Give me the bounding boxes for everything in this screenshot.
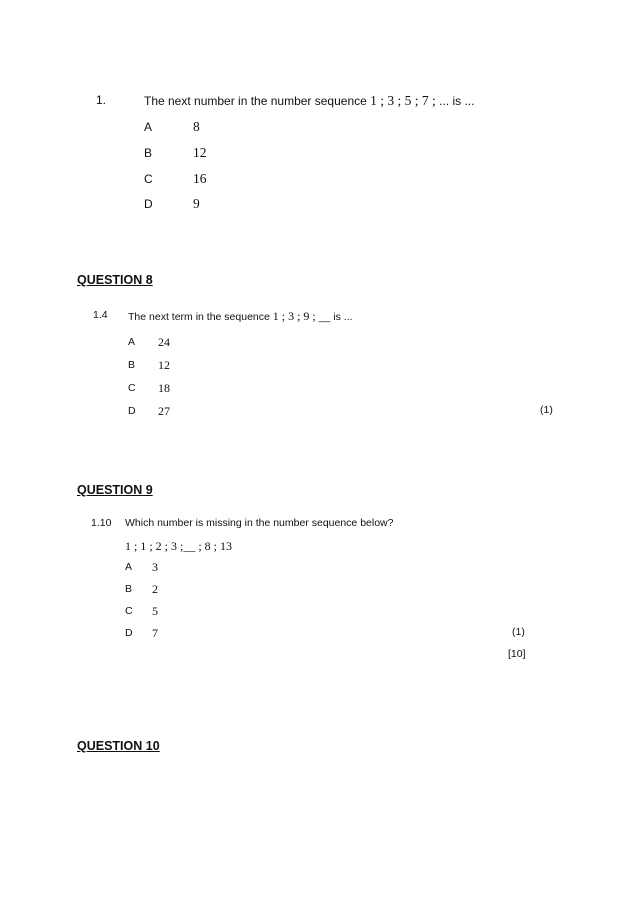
q1-option-c-letter: C [144,172,153,186]
q9-option-d-letter: D [125,627,133,639]
q1-stem-sequence: 1 ; 3 ; 5 ; 7 ; [370,93,436,108]
q8-option-d-value: 27 [158,404,170,418]
q1-option-a-value: 8 [193,119,200,134]
q1-option-d-value: 9 [193,196,200,211]
question-10-heading: QUESTION 10 [77,739,160,753]
q1-option-a-letter: A [144,120,153,134]
q1-option-d-letter: D [144,197,153,211]
q8-option-a-value: 24 [158,335,170,349]
q1-stem [144,93,474,109]
q9-option-b-letter: B [125,583,133,595]
section-total: [10] [508,648,526,660]
q8-option-b-letter: B [128,359,136,371]
q8-option-c-value: 18 [158,381,170,395]
q8-number: 1.4 [93,309,108,321]
q9-sequence: 1 ; 1 ; 2 ; 3 ;__ ; 8 ; 13 [125,539,233,553]
q8-option-a-letter: A [128,336,136,348]
q1-stem-text-end: ... is ... [435,94,475,108]
q9-option-c-letter: C [125,605,133,617]
q9-stem: Which number is missing in the number sequence below? [125,517,394,529]
q8-stem [128,309,353,324]
q9-option-a-value: 3 [152,560,158,574]
q8-option-c-letter: C [128,382,136,394]
q9-option-d-value: 7 [152,626,158,640]
q1-option-b-letter: B [144,146,153,160]
q8-stem-text-end: __ is ... [315,311,353,323]
q1-option-b-value: 12 [193,145,207,160]
q9-option-a-letter: A [125,561,133,573]
q9-mark: (1) [512,626,525,638]
q1-stem-text: The next number in the number sequence [144,94,371,108]
q8-stem-sequence: 1 ; 3 ; 9 ; [272,309,316,323]
q8-stem-text: The next term in the sequence [128,311,273,323]
q9-option-c-value: 5 [152,604,158,618]
q8-mark: (1) [540,404,553,416]
q8-option-b-value: 12 [158,358,170,372]
question-9-heading: QUESTION 9 [77,483,153,497]
q8-option-d-letter: D [128,405,136,417]
question-8-heading: QUESTION 8 [77,273,153,287]
q1-number: 1. [96,93,107,107]
q1-option-c-value: 16 [193,171,207,186]
q9-option-b-value: 2 [152,582,158,596]
q9-number: 1.10 [91,517,112,529]
